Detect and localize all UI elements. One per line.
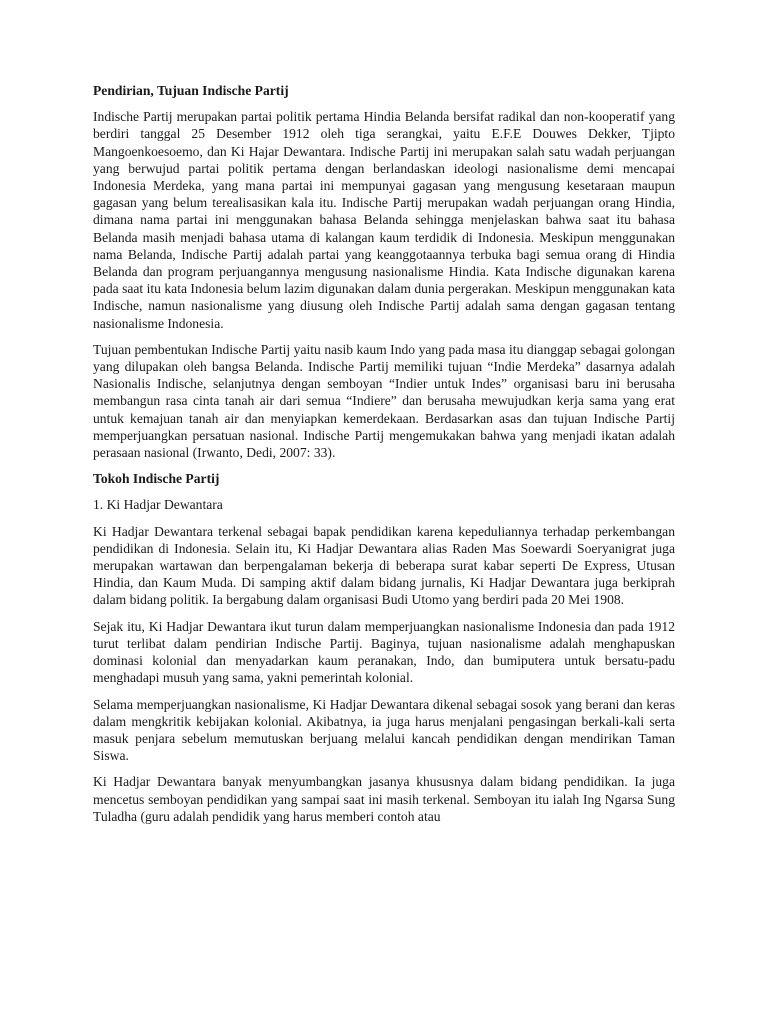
paragraph-ki-hadjar-pendidikan: Ki Hadjar Dewantara banyak menyumbangkan jasanya khususnya dalam bidang pendidikan. Ia juga mencetus semboyan pendidikan yang sampai saat ini masih terkenal. Semboyan itu ialah Ing Ngarsa Sung Tuladha (guru adalah pendidik yang harus memberi contoh atau [93,774,675,824]
paragraph-ki-hadjar-bio: Ki Hadjar Dewantara terkenal sebagai bapak pendidikan karena kepeduliannya terhadap perkembangan pendidikan di Indonesia. Selain itu, Ki Hadjar Dewantara alias Raden Mas Soewardi Soeryanigrat juga merupakan wartawan dan berpengalaman bekerja di beberapa surat kabar seperti De Express, Utusan Hindia, dan Kaum Muda. Di samping aktif dalam bidang jurnalis, Ki Hadjar Dewantara juga berkiprah dalam bidang politik. Ia bergabung dalam organisasi Budi Utomo yang berdiri pada 20 Mei 1908. [93,523,675,608]
document-page [93,82,675,834]
paragraph-ki-hadjar-kritik: Selama memperjuangkan nasionalisme, Ki Hadjar Dewantara dikenal sebagai sosok yang berani dan keras dalam mengkritik kebijakan kolonial. Akibatnya, ia juga harus menjalani pengasingan berkali-kali serta masuk penjara sebelum memutuskan berjuang melalui kancah pendidikan dengan mendirikan Taman Siswa. [93,696,675,764]
paragraph-pendirian: Indische Partij merupakan partai politik pertama Hindia Belanda bersifat radikal dan non-kooperatif yang berdiri tanggal 25 Desember 1912 oleh tiga serangkai, yaitu E.F.E Douwes Dekker, Tjipto Mangoenkoesoemo, dan Ki Hajar Dewantara. Indische Partij ini merupakan salah satu wadah perjuangan yang berwujud partai politik pertama dengan berlandaskan ideologi nasionalisme demi mencapai Indonesia Merdeka, yang mana partai ini mempunyai gagasan yang mengusung kesetaraan maupun gagasan yang belum terealisasikan kala itu. Indische Partij merupakan wadah perjuangan orang Hindia, dimana nama partai ini menggunakan bahasa Belanda sehingga menjelaskan bahwa saat itu bahasa Belanda masih menjadi bahasa utama di kalangan kaum terdidik di Indonesia. Meskipun menggunakan nama Belanda, Indische Partij adalah partai yang keanggotaannya terbuka bagi semua orang di Hindia Belanda dan program perjuangannya mengusung nasionalisme Hindia. Kata Indische digunakan karena pada saat itu kata Indonesia belum lazim digunakan dalam dunia pergerakan. Meskipun menggunakan kata Indische, namun nasionalisme yang diusung oleh Indische Partij adalah sama dengan gagasan tentang nasionalisme Indonesia. [93,109,675,331]
paragraph-tujuan: Tujuan pembentukan Indische Partij yaitu nasib kaum Indo yang pada masa itu dianggap sebagai golongan yang dilupakan oleh bangsa Belanda. Indische Partij memiliki tujuan “Indie Merdeka” dasarnya adalah Nasionalis Indische, selanjutnya dengan semboyan “Indier untuk Indes” organisasi baru ini berusaha membangun rasa cinta tanah air dari semua “Indiere” dan berusaha mewujudkan kerja sama yang erat untuk kemajuan tanah air dan menyiapkan kemerdekaan. Berdasarkan asas dan tujuan Indische Partij memperjuangkan persatuan nasional. Indische Partij mengemukakan bahwa yang menjadi ikatan adalah perasaan nasional (Irwanto, Dedi, 2007: 33). [93,341,675,461]
list-item-ki-hadjar: 1. Ki Hadjar Dewantara [93,497,223,513]
section-heading-pendirian: Pendirian, Tujuan Indische Partij [93,83,289,98]
section-heading-tokoh: Tokoh Indische Partij [93,471,220,487]
paragraph-ki-hadjar-nasionalisme: Sejak itu, Ki Hadjar Dewantara ikut turun dalam memperjuangkan nasionalisme Indonesia dan pada 1912 turut terlibat dalam pendirian Indische Partij. Baginya, tujuan nasionalisme adalah menghapuskan dominasi kolonial dan menyadarkan kaum peranakan, Indo, dan bumiputera untuk bersatu-padu menghadapi musuh yang sama, yakni pemerintah kolonial. [93,618,675,686]
